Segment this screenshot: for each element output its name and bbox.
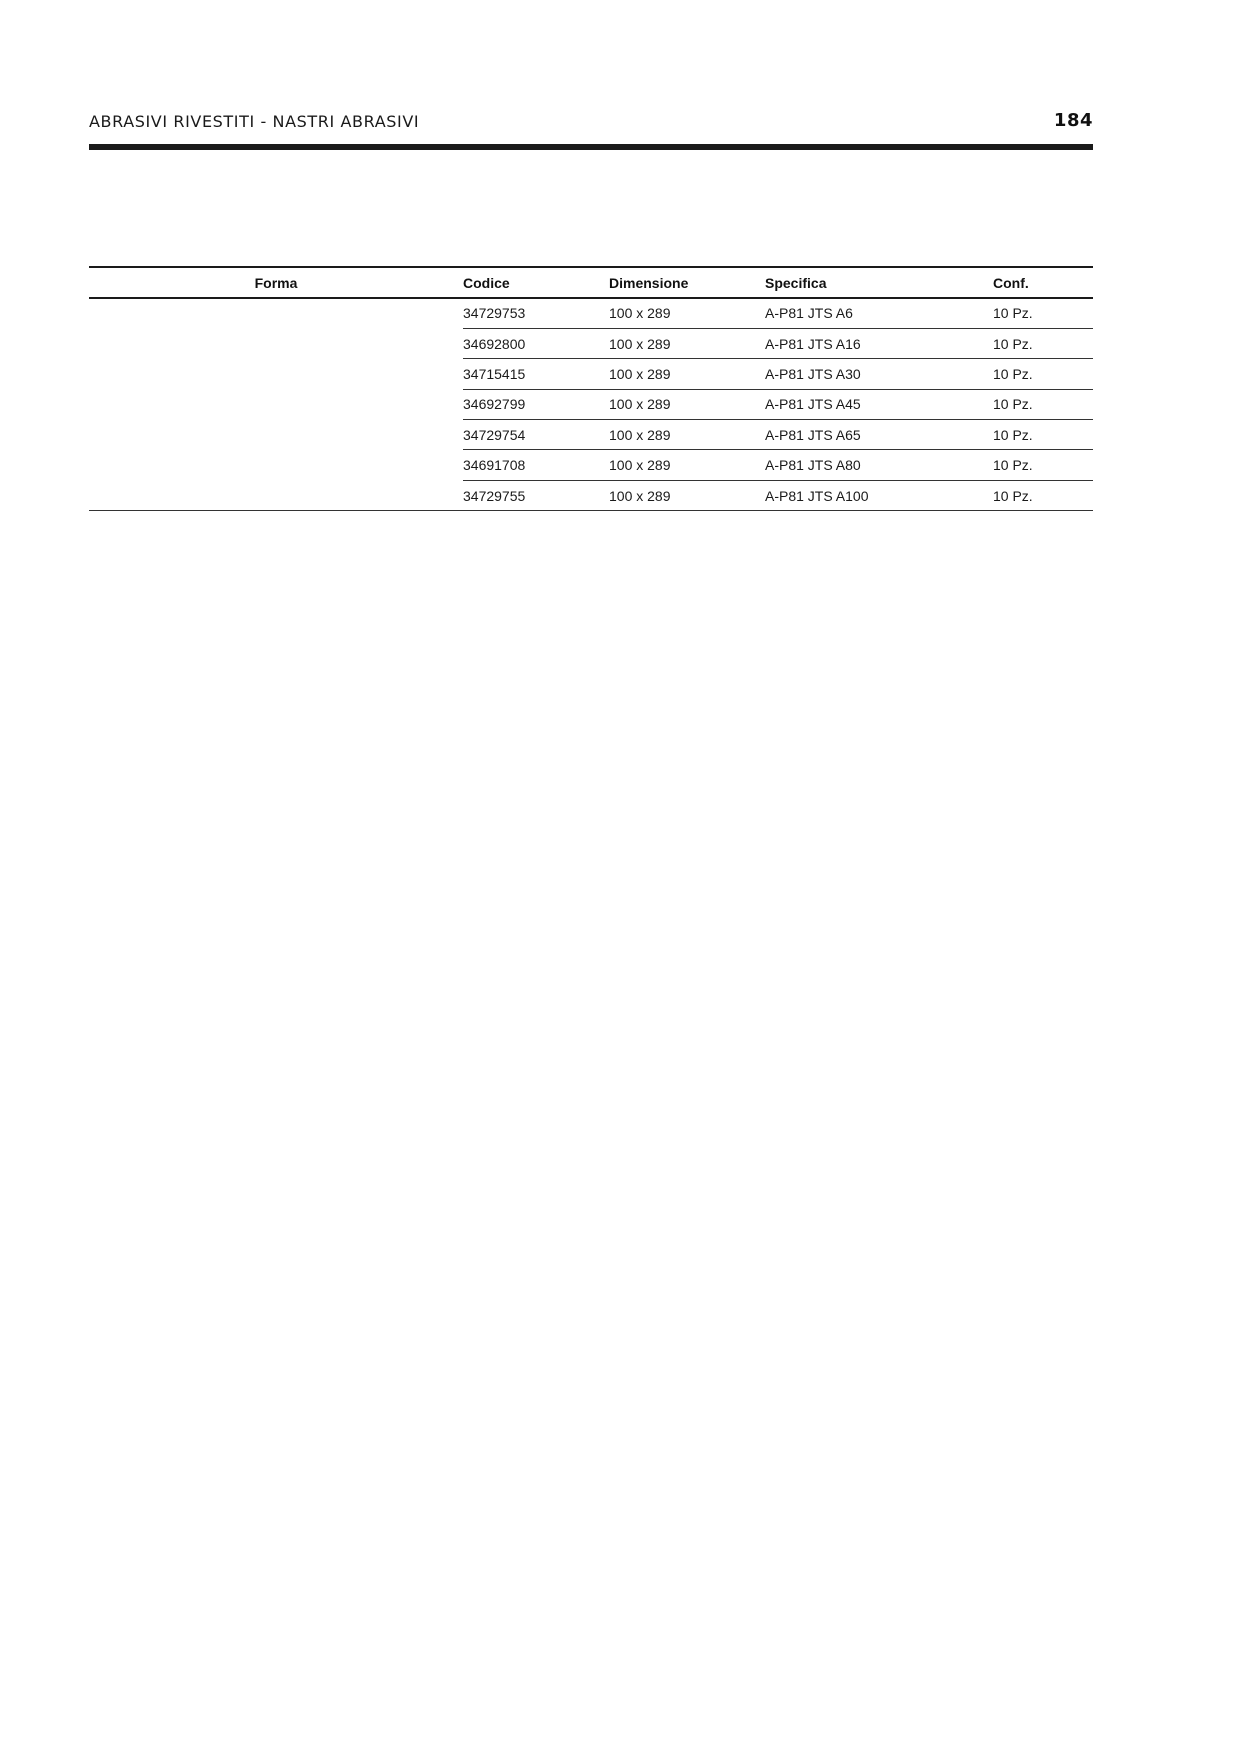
specifica-cell: A-P81 JTS A6: [765, 298, 993, 328]
codice-cell: 34729755: [463, 480, 609, 510]
table-header-row: [89, 267, 1093, 298]
dimensione-cell: 100 x 289: [609, 298, 765, 328]
table-header: [89, 267, 1093, 298]
dimensione-cell: 100 x 289: [609, 480, 765, 510]
column-header-codice: Codice: [463, 267, 609, 298]
specifica-cell: A-P81 JTS A100: [765, 480, 993, 510]
conf-cell: 10 Pz.: [993, 389, 1093, 419]
section-title: ABRASIVI RIVESTITI - NASTRI ABRASIVI: [89, 112, 420, 131]
specifica-cell: A-P81 JTS A16: [765, 328, 993, 358]
conf-cell: 10 Pz.: [993, 480, 1093, 510]
codice-cell: 34692799: [463, 389, 609, 419]
specifica-cell: A-P81 JTS A30: [765, 359, 993, 389]
column-header-conf: Conf.: [993, 267, 1093, 298]
dimensione-cell: 100 x 289: [609, 420, 765, 450]
codice-cell: 34691708: [463, 450, 609, 480]
table-row: [89, 298, 1093, 328]
codice-cell: 34692800: [463, 328, 609, 358]
table-body: [89, 298, 1093, 511]
dimensione-cell: 100 x 289: [609, 359, 765, 389]
specifica-cell: A-P81 JTS A45: [765, 389, 993, 419]
column-header-forma: Forma: [89, 267, 463, 298]
conf-cell: 10 Pz.: [993, 420, 1093, 450]
product-table: [89, 266, 1093, 511]
page-header: [89, 110, 1093, 134]
column-header-dimensione: Dimensione: [609, 267, 765, 298]
codice-cell: 34729753: [463, 298, 609, 328]
forma-cell: [89, 298, 463, 511]
dimensione-cell: 100 x 289: [609, 328, 765, 358]
dimensione-cell: 100 x 289: [609, 450, 765, 480]
page-number: 184: [1053, 110, 1093, 131]
conf-cell: 10 Pz.: [993, 328, 1093, 358]
codice-cell: 34729754: [463, 420, 609, 450]
header-rule: [89, 144, 1093, 150]
specifica-cell: A-P81 JTS A65: [765, 420, 993, 450]
codice-cell: 34715415: [463, 359, 609, 389]
column-header-specifica: Specifica: [765, 267, 993, 298]
conf-cell: 10 Pz.: [993, 450, 1093, 480]
conf-cell: 10 Pz.: [993, 298, 1093, 328]
conf-cell: 10 Pz.: [993, 359, 1093, 389]
dimensione-cell: 100 x 289: [609, 389, 765, 419]
specifica-cell: A-P81 JTS A80: [765, 450, 993, 480]
